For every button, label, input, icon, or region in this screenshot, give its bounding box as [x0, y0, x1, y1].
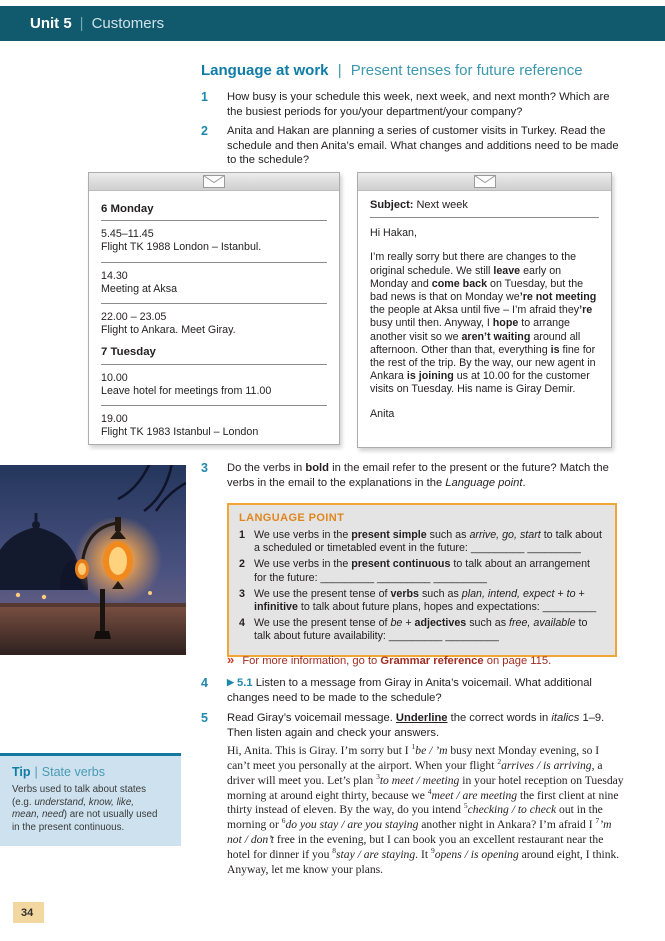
lesson-subtitle: Present tenses for future reference — [350, 62, 583, 79]
item-number: 4 — [239, 617, 245, 630]
audio-track-number: 5.1 — [237, 677, 253, 689]
email-card — [357, 172, 612, 448]
exercise-text: How busy is your schedule this week, next week, and next month? Which are the busiest periods for you/your department/your company? — [227, 91, 610, 118]
email-subject-row — [370, 199, 599, 218]
language-point-item — [239, 529, 605, 555]
exercise-text: Anita and Hakan are planning a series of customer visits in Turkey. Read the schedule and then Anita’s email. What changes and additions need to be made to the schedule? — [227, 125, 619, 167]
entry-time: 19.00 — [101, 413, 128, 426]
schedule-entry — [101, 372, 327, 406]
email-signoff: Anita — [370, 407, 395, 420]
email-card-header — [358, 173, 611, 191]
entry-time: 5.45–11.45 — [101, 228, 154, 241]
schedule-card-header — [89, 173, 339, 191]
exercise-text: Do the verbs in bold in the email refer to the present or the future? Match the verbs in the email to the explanations in the Language point. — [227, 462, 609, 489]
language-point-item — [239, 588, 605, 614]
play-icon: ▶ — [227, 677, 234, 687]
exercise-text — [227, 676, 624, 705]
voicemail-text: Hi, Anita. This is Giray. I’m sorry but I $^1$be / ’m busy next Monday evening, so I can’t meet you personally at the airport. When your flight $^2$arrives / is arriving, a driver will meet you. Let’s plan $^3$to meet / meeting in your hotel reception on Tuesday morning at around eight thirty, because we $^4$meet / are meeting the first client at nine thirty instead of eleven. By the way, do you intend $^5$checking / to check out in the morning or $^6$do you stay / are you staying another night in Ankara? I’m afraid I $^7$’m not / don’t free in the evening, but I can book you an excellent restaurant near the hotel for dinner if you $^8$stay / are staying. It $^9$opens / is opening around eight, I think. Anyway, let me know your plans. — [227, 742, 624, 876]
exercise-5 — [201, 711, 624, 877]
grammar-reference-note — [227, 652, 551, 667]
exercise-2 — [201, 124, 624, 168]
item-number: 2 — [239, 558, 245, 571]
item-text: We use verbs in the present simple such as arrive, go, start to talk about a scheduled or timetabled event in the future: _________ _________ — [254, 529, 602, 555]
envelope-icon — [203, 175, 225, 188]
exercise-content — [227, 711, 624, 877]
item-number: 1 — [239, 529, 245, 541]
tip-separator: | — [34, 765, 38, 779]
schedule-card-body — [89, 191, 339, 452]
email-greeting: Hi Hakan, — [370, 227, 417, 240]
language-point-item — [239, 617, 605, 643]
envelope-icon — [474, 175, 496, 188]
unit-number: Unit 5 — [30, 15, 72, 32]
day-heading: 6 Monday — [101, 199, 327, 221]
entry-time: 22.00 – 23.05 — [101, 311, 167, 324]
email-body: I’m really sorry but there are changes to the original schedule. We still leave early on Monday and come back on Tuesday, but the bad news is that on Monday we’re not meeting the people at Aksa until five – I’m afraid they’re busy until then. Anyway, I hope to arrange another visit so we aren’t waiting around all afternoon. Other than that, everything is fine for the rest of the trip. By the way, our new agent in Ankara is joining us at 10.00 for the customer visits on Tuesday. His name is Giray Demir. — [370, 251, 597, 396]
tip-title: Tip — [12, 765, 31, 779]
schedule-card — [88, 172, 340, 445]
unit-title: Customers — [91, 15, 165, 32]
entry-desc: Meeting at Aksa — [101, 282, 178, 295]
schedule-entry — [101, 413, 327, 439]
entry-time: 10.00 — [101, 371, 128, 384]
grammar-reference-text: For more information, go to Grammar reference on page 115. — [242, 655, 552, 667]
entry-desc: Flight TK 1983 Istanbul – London — [101, 426, 259, 439]
exercise-4 — [201, 676, 624, 705]
entry-desc: Leave hotel for meetings from 11.00 — [101, 384, 272, 397]
entry-time: 14.30 — [101, 269, 128, 282]
audio-reference — [227, 677, 253, 689]
exercise-number: 1 — [201, 90, 208, 104]
tip-box — [0, 753, 181, 846]
unit-header — [0, 6, 665, 41]
email-card-body — [358, 191, 611, 429]
exercise-number: 5 — [201, 711, 208, 725]
language-point-item — [239, 558, 605, 584]
item-number: 3 — [239, 587, 245, 600]
lesson-title: Language at work — [201, 62, 329, 79]
cards-row — [88, 172, 612, 448]
chevrons-icon: » — [227, 652, 235, 667]
item-text: We use the present tense of be + adjectives such as free, available to talk about future availability: _________ _________ — [254, 617, 588, 643]
entry-desc: Flight TK 1988 London – Istanbul. — [101, 241, 262, 254]
language-point-box — [227, 503, 617, 657]
subject-label: Subject: — [370, 199, 414, 211]
exercise-1 — [201, 90, 624, 119]
istanbul-photo — [0, 465, 186, 655]
tip-heading — [12, 765, 161, 779]
unit-separator: | — [79, 15, 84, 32]
exercise-number: 3 — [201, 461, 208, 475]
schedule-entry — [101, 311, 327, 337]
schedule-entry — [101, 270, 327, 304]
item-text: We use the present tense of verbs such as plan, intend, expect + to + infinitive to talk about future plans, hopes and expectations: _________ — [254, 587, 597, 614]
schedule-entry — [101, 228, 327, 262]
tip-subtitle: State verbs — [41, 765, 106, 779]
page-number-tab: 34 — [13, 902, 44, 923]
language-point-title: LANGUAGE POINT — [239, 512, 345, 524]
exercise-5-instruction: Read Giray’s voicemail message. Underline the correct words in italics 1–9. Then listen again and check your answers. — [227, 712, 605, 739]
entry-desc: Flight to Ankara. Meet Giray. — [101, 324, 236, 337]
exercise-4-instruction: Listen to a message from Giray in Anita’s voicemail. What additional changes need to be made to the schedule? — [227, 677, 592, 704]
exercise-number: 4 — [201, 676, 208, 690]
exercise-3 — [201, 461, 624, 490]
day-heading: 7 Tuesday — [101, 342, 327, 364]
subject-value: Next week — [416, 199, 468, 211]
tip-body: Verbs used to talk about states (e.g. understand, know, like, mean, need) are not usually used in the present continuous. — [12, 784, 158, 833]
item-text: We use verbs in the present continuous to talk about an arrangement for the future: _________ _________ _________ — [254, 558, 591, 584]
lesson-separator: | — [337, 62, 342, 79]
lesson-heading — [201, 62, 583, 79]
exercise-number: 2 — [201, 124, 208, 138]
